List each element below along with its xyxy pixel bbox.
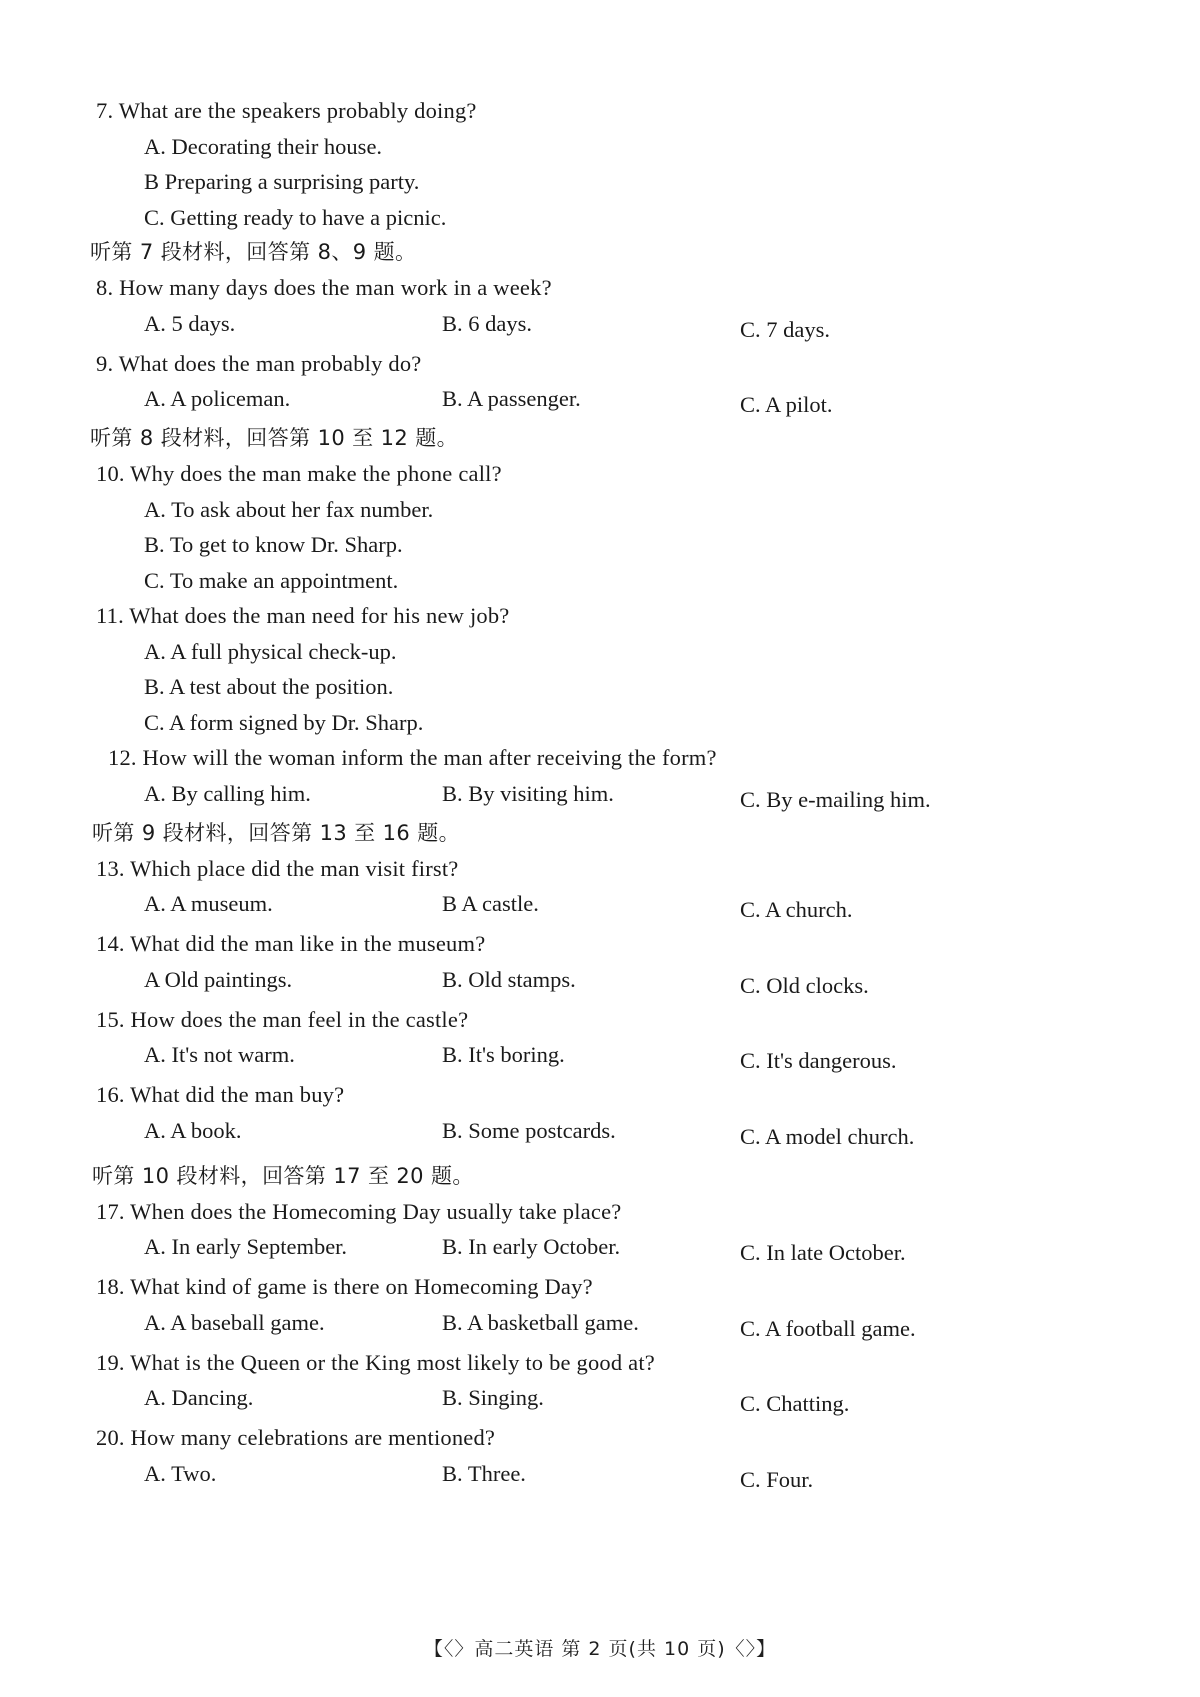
option-a: A. Dancing.: [144, 1385, 254, 1410]
option-list: [90, 780, 1120, 812]
option-b: B A castle.: [442, 891, 539, 916]
option-b: B. A test about the position.: [144, 674, 394, 699]
option-b: B. By visiting him.: [442, 780, 614, 806]
option-a: A. A baseball game.: [144, 1309, 325, 1335]
option-c: C. Four.: [740, 1466, 814, 1492]
option-a: A. Two.: [144, 1460, 217, 1486]
option-c: C. A church.: [740, 897, 853, 922]
option-c: C. A form signed by Dr. Sharp.: [144, 709, 424, 735]
option-a: A. Decorating their house.: [144, 133, 383, 159]
page-footer: 【〈〉高二英语 第 2 页(共 10 页)〈〉】: [423, 1638, 777, 1660]
option-c: C. By e-mailing him.: [740, 786, 931, 812]
question-stem: 9. What does the man probably do?: [96, 350, 422, 376]
question-stem: 15. How does the man feel in the castle?: [96, 1006, 469, 1032]
question-stem: 13. Which place did the man visit first?: [96, 855, 459, 881]
listening-instruction: 听第 10 段材料，回答第 17 至 20 题。: [92, 1163, 474, 1188]
question-stem: 16. What did the man buy?: [96, 1082, 345, 1107]
option-b: B. 6 days.: [442, 310, 532, 336]
option-list: [90, 133, 1120, 230]
option-a: A. A policeman.: [144, 386, 291, 411]
option-a: A. By calling him.: [144, 780, 311, 806]
option-c: C. To make an appointment.: [144, 567, 399, 593]
option-c: C. Getting ready to have a picnic.: [144, 204, 447, 230]
option-list: [90, 1236, 1120, 1263]
option-list: [90, 638, 1120, 735]
option-list: [90, 893, 1120, 920]
option-list: [90, 1387, 1120, 1414]
option-a: A. To ask about her fax number.: [144, 496, 434, 522]
option-b: B. Singing.: [442, 1385, 544, 1410]
option-list: [90, 310, 1120, 342]
question-stem: 19. What is the Queen or the King most likely to be good at?: [96, 1349, 655, 1375]
option-list: [90, 966, 1120, 998]
option-c: C. In late October.: [740, 1240, 906, 1265]
option-list: [90, 1117, 1120, 1149]
option-c: C. It's dangerous.: [740, 1048, 897, 1073]
listening-instruction: 听第 7 段材料，回答第 8、9 题。: [90, 240, 417, 264]
option-c: C. 7 days.: [740, 316, 830, 342]
option-list: [90, 1044, 1120, 1071]
option-b: B Preparing a surprising party.: [144, 169, 420, 194]
option-b: B. A passenger.: [442, 386, 581, 411]
option-a: A. A museum.: [144, 891, 273, 916]
option-b: B. A basketball game.: [442, 1309, 639, 1335]
option-list: [90, 1460, 1120, 1492]
option-c: C. Chatting.: [740, 1391, 850, 1416]
option-list: [90, 496, 1120, 593]
question-stem: 20. How many celebrations are mentioned?: [96, 1425, 496, 1450]
option-b: B. Three.: [442, 1460, 526, 1486]
option-b: B. Old stamps.: [442, 966, 576, 992]
option-a: A. A full physical check-up.: [144, 638, 397, 664]
option-c: C. A football game.: [740, 1315, 916, 1341]
option-a: A. A book.: [144, 1117, 242, 1143]
option-a: A. 5 days.: [144, 310, 236, 336]
option-c: C. A model church.: [740, 1123, 915, 1149]
option-b: B. Some postcards.: [442, 1117, 616, 1143]
option-b: B. In early October.: [442, 1234, 621, 1259]
option-list: [90, 1309, 1120, 1341]
question-stem: 18. What kind of game is there on Homecoming Day?: [96, 1274, 593, 1299]
question-stem: 7. What are the speakers probably doing?: [96, 98, 477, 123]
question-stem: 11. What does the man need for his new job?: [96, 603, 510, 628]
option-a: A Old paintings.: [144, 966, 293, 992]
option-c: C. Old clocks.: [740, 972, 869, 998]
option-list: [90, 388, 1120, 415]
option-b: B. It's boring.: [442, 1042, 565, 1067]
listening-instruction: 听第 8 段材料，回答第 10 至 12 题。: [90, 426, 459, 450]
question-stem: 10. Why does the man make the phone call?: [96, 461, 502, 486]
question-stem: 17. When does the Homecoming Day usually take place?: [96, 1198, 622, 1224]
option-c: C. A pilot.: [740, 392, 833, 417]
option-a: A. In early September.: [144, 1234, 348, 1259]
listening-instruction: 听第 9 段材料，回答第 13 至 16 题。: [92, 820, 461, 845]
option-a: A. It's not warm.: [144, 1042, 295, 1067]
question-stem: 14. What did the man like in the museum?: [96, 931, 486, 956]
option-b: B. To get to know Dr. Sharp.: [144, 532, 403, 557]
question-stem: 8. How many days does the man work in a week?: [96, 275, 552, 300]
question-stem: 12. How will the woman inform the man after receiving the form?: [108, 745, 717, 770]
